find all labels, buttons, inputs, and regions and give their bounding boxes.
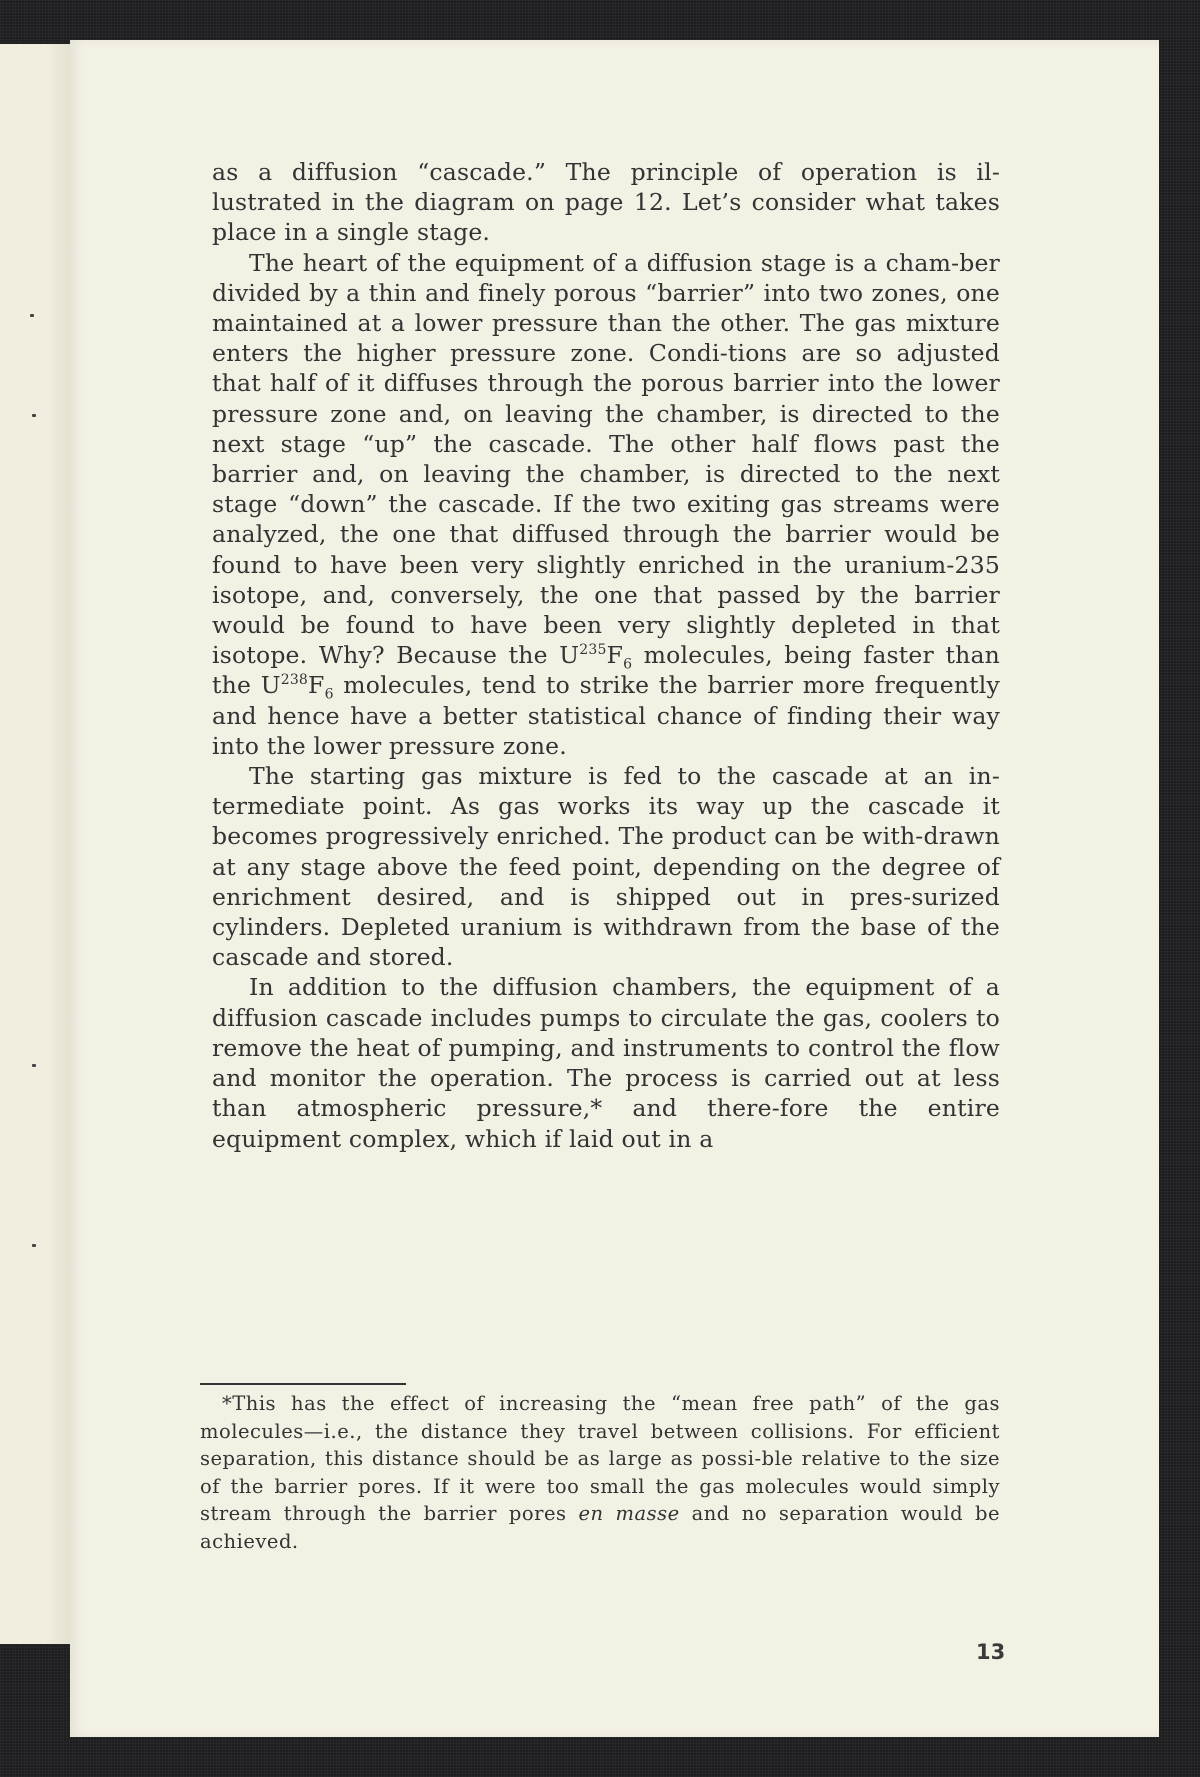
paragraph [212, 761, 1000, 972]
margin-mark [32, 414, 36, 417]
text-run: In addition to the diffusion chambers, the equipment of a diffusion cascade includes pumps to circulate the gas, coolers to remove the heat of pumping, and instruments to control the flow and monitor the operation. The process is carried out at less than atmospheric pressure,* and there-fore the entire equipment complex, which if laid out in a [212, 973, 1000, 1153]
subscript: 6 [324, 687, 334, 704]
subscript: 6 [623, 656, 633, 673]
italic-text: en masse [578, 1502, 680, 1525]
text-run: F [606, 641, 624, 670]
superscript: 235 [579, 642, 607, 659]
body-text [212, 157, 1000, 1154]
margin-mark [32, 1244, 36, 1247]
paragraph [212, 157, 1000, 248]
text-run: as a diffusion “cascade.” The principle of operation is il-lustrated in the diagram on page 12. Let’s consider what takes place in a single stage. [212, 158, 1000, 247]
footnote [200, 1390, 1000, 1555]
margin-mark [32, 1064, 36, 1067]
paragraph [212, 972, 1000, 1153]
text-run: *This has the effect of increasing the “mean free path” of the gas molecules—i.e., the distance they travel between collisions. For efficient separation, this distance should be as large as possi-ble relative to the size of the barrier pores. If it were too small the gas molecules would simply stream through the barrier pores [200, 1392, 1000, 1525]
text-run: molecules, tend to strike the barrier more frequently and hence have a better statistical chance of finding their way into the lower pressure zone. [212, 671, 1000, 760]
footnote-rule [200, 1383, 406, 1385]
text-run: The starting gas mixture is fed to the cascade at an in-termediate point. As gas works its way up the cascade it becomes progressively enriched. The product can be with-drawn at any stage above the feed point, depending on the degree of enrichment desired, and is shipped out in pres-surized cylinders. Depleted uranium is withdrawn from the base of the cascade and stored. [212, 762, 1000, 972]
text-run: F [308, 671, 325, 700]
paragraph [212, 248, 1000, 761]
text-run: and no separation would be achieved. [200, 1502, 1001, 1553]
facing-page-edge [0, 44, 71, 1644]
page-gutter [46, 44, 70, 1644]
page-number: 13 [976, 1640, 1006, 1664]
text-run: The heart of the equipment of a diffusion stage is a cham-ber divided by a thin and finely porous “barrier” into two zones, one maintained at a lower pressure than the other. The gas mixture enters the higher pressure zone. Condi-tions are so adjusted that half of it diffuses through the porous barrier into the lower pressure zone and, on leaving the chamber, is directed to the next stage “up” the cascade. The other half flows past the barrier and, on leaving the chamber, is directed to the next stage “down” the cascade. If the two exiting gas streams were analyzed, the one that diffused through the barrier would be found to have been very slightly enriched in the uranium-235 isotope, and, conversely, the one that passed by the barrier would be found to have been very slightly depleted in that isotope. Why? Because the U [212, 248, 1000, 670]
superscript: 238 [280, 672, 309, 689]
text-run: molecules, being faster than the U [212, 641, 1000, 700]
margin-mark [30, 314, 34, 317]
